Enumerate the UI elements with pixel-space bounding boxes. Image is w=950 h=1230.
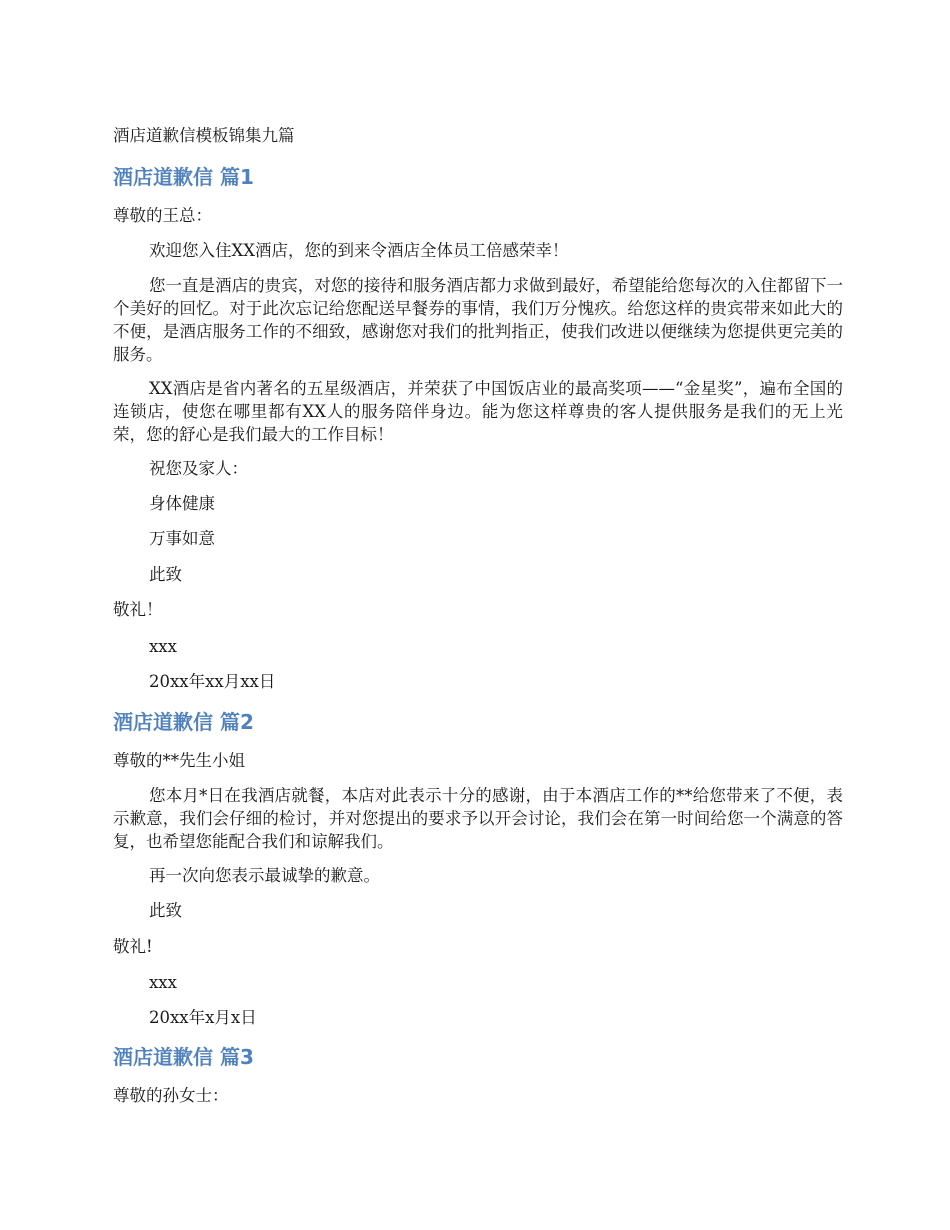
letter-wish-intro: 祝您及家人：	[149, 459, 248, 478]
letter-paragraph: XX酒店是省内著名的五星级酒店，并荣获了中国饭店业的最高奖项——“金星奖”，遍布全国的连锁店，使您在哪里都有XX人的服务陪伴身边。能为您这样尊贵的客人提供服务是我们的无上光荣，您的舒心是我们最大的工作目标！	[113, 379, 843, 444]
letter-date: 20xx年x月x日	[149, 1008, 257, 1027]
letter-apology: 再一次向您表示最诚挚的歉意。	[149, 866, 380, 885]
letter-heading-3: 酒店道歉信 篇3	[113, 1045, 254, 1069]
letter-welcome: 欢迎您入住XX酒店，您的到来令酒店全体员工倍感荣幸！	[149, 241, 569, 260]
letter-date: 20xx年xx月xx日	[149, 672, 276, 691]
letter-greeting: 尊敬的王总：	[113, 206, 212, 225]
letter-greeting: 尊敬的孙女士：	[113, 1086, 229, 1105]
letter-salute: 敬礼!	[113, 937, 153, 956]
letter-wish: 身体健康	[149, 494, 215, 513]
letter-heading-1: 酒店道歉信 篇1	[113, 165, 254, 189]
letter-greeting: 尊敬的**先生小姐	[113, 751, 245, 770]
letter-paragraph: 您一直是酒店的贵宾，对您的接待和服务酒店都力求做到最好，希望能给您每次的入住都留下一个美好的回忆。对于此次忘记给您配送早餐券的事情，我们万分愧疚。给您这样的贵宾带来如此大的不便，是酒店服务工作的不细致，感谢您对我们的批判指正，使我们改进以便继续为您提供更完美的服务。	[113, 276, 843, 364]
letter-heading-2: 酒店道歉信 篇2	[113, 710, 254, 734]
letter-closing: 此致	[149, 901, 182, 920]
document-title: 酒店道歉信模板锦集九篇	[113, 126, 295, 145]
letter-signature: xxx	[149, 973, 177, 992]
letter-closing: 此致	[149, 565, 182, 584]
letter-salute: 敬礼！	[113, 600, 163, 619]
letter-signature: xxx	[149, 637, 177, 656]
letter-wish: 万事如意	[149, 529, 215, 548]
letter-paragraph: 您本月*日在我酒店就餐，本店对此表示十分的感谢，由于本酒店工作的**给您带来了不便，表示歉意，我们会仔细的检讨，并对您提出的要求予以开会讨论，我们会在第一时间给您一个满意的答复，也希望您能配合我们和谅解我们。	[113, 786, 843, 851]
